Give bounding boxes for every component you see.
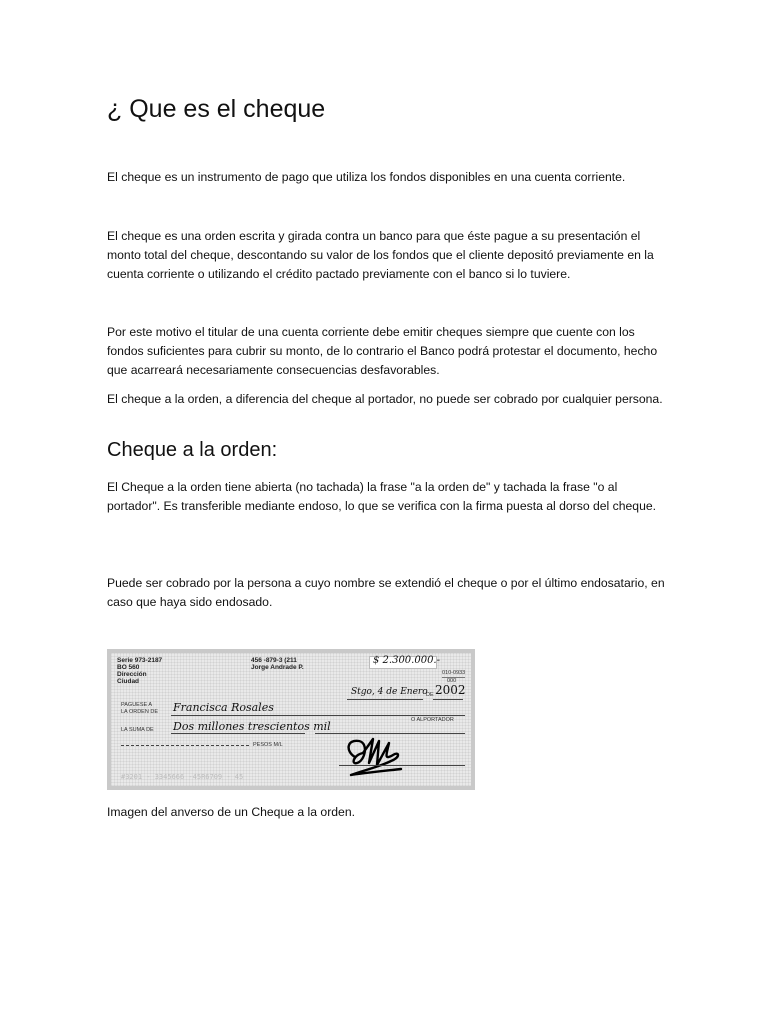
section-heading: Cheque a la orden: xyxy=(107,439,278,461)
signature-line xyxy=(339,765,465,766)
cheque-payee: Francisca Rosales xyxy=(173,701,274,714)
paragraph-cheque-orden: El Cheque a la orden tiene abierta (no tachada) la frase "a la orden de" y tachada la frase "o al portador". Es transferible mediante endoso, lo que se verifica con la firma puesta al dorso del cheque. xyxy=(107,480,657,513)
cheque-amount-words: Dos millones trescientos mil xyxy=(173,720,331,733)
paragraph-cobro: Puede ser cobrado por la persona a cuyo nombre se extendió el cheque o por el último endosatario, en caso que haya sido endosado. xyxy=(107,576,665,609)
paragraph-order: El cheque es una orden escrita y girada contra un banco para que éste pague a su presentación el monto total del cheque, descontando su valor de los fondos que el cliente depositó previamente en la cuenta corriente o utilizando el crédito pactado previamente con el banco si lo tuviere. xyxy=(107,229,654,281)
page-title: ¿ Que es el cheque xyxy=(107,95,326,123)
cheque-holder: Jorge Andrade P. xyxy=(251,664,304,671)
cheque-year: 2002 xyxy=(435,683,466,697)
paragraph-difference: El cheque a la orden, a diferencia del cheque al portador, no puede ser cobrado por cualquier persona. xyxy=(107,392,663,406)
paguese-label: PAGUESE A LA ORDEN DE xyxy=(121,702,158,715)
amount-words-line xyxy=(171,733,305,734)
pesos-line xyxy=(121,745,249,746)
cheque-date: Stgo, 4 de Enero xyxy=(351,687,428,697)
cheque-image xyxy=(107,649,475,790)
suma-label: LA SUMA DE xyxy=(121,727,154,733)
cheque-serie: Serie 973-2187 xyxy=(117,657,163,664)
cheque-code-1: 010-0933 xyxy=(442,670,466,676)
year-line xyxy=(433,699,463,700)
paragraph-funds: Por este motivo el titular de una cuenta corriente debe emitir cheques siempre que cuente con los fondos suficientes para cubrir su monto, de lo contrario el Banco podrá protestar el documento, hecho que acarreará necesariamente consecuencias desfavorables. xyxy=(107,325,658,377)
cheque-amount: $ 2.300.000.- xyxy=(373,655,440,666)
date-line xyxy=(347,699,423,700)
paragraph-definition: El cheque es un instrumento de pago que utiliza los fondos disponibles en una cuenta corriente. xyxy=(107,170,626,184)
cheque-account: 456 -879-3 (211 xyxy=(251,657,297,664)
signature-image xyxy=(343,733,407,781)
cheque-direccion: Dirección xyxy=(117,671,147,678)
portador-label: O ALPORTADOR xyxy=(411,717,454,723)
cheque-micr: #3201 - 3345666 -45R6709 - 45 xyxy=(121,773,244,781)
pesos-label: PESOS M/L xyxy=(253,742,283,748)
cheque-code-2: 000 xyxy=(447,678,457,684)
image-caption: Imagen del anverso de un Cheque a la orden. xyxy=(107,805,355,819)
payee-line xyxy=(171,715,465,716)
cheque-code: BO 560 xyxy=(117,664,140,671)
cheque-ciudad: Ciudad xyxy=(117,678,140,685)
cheque-de-label: DE xyxy=(426,692,434,698)
